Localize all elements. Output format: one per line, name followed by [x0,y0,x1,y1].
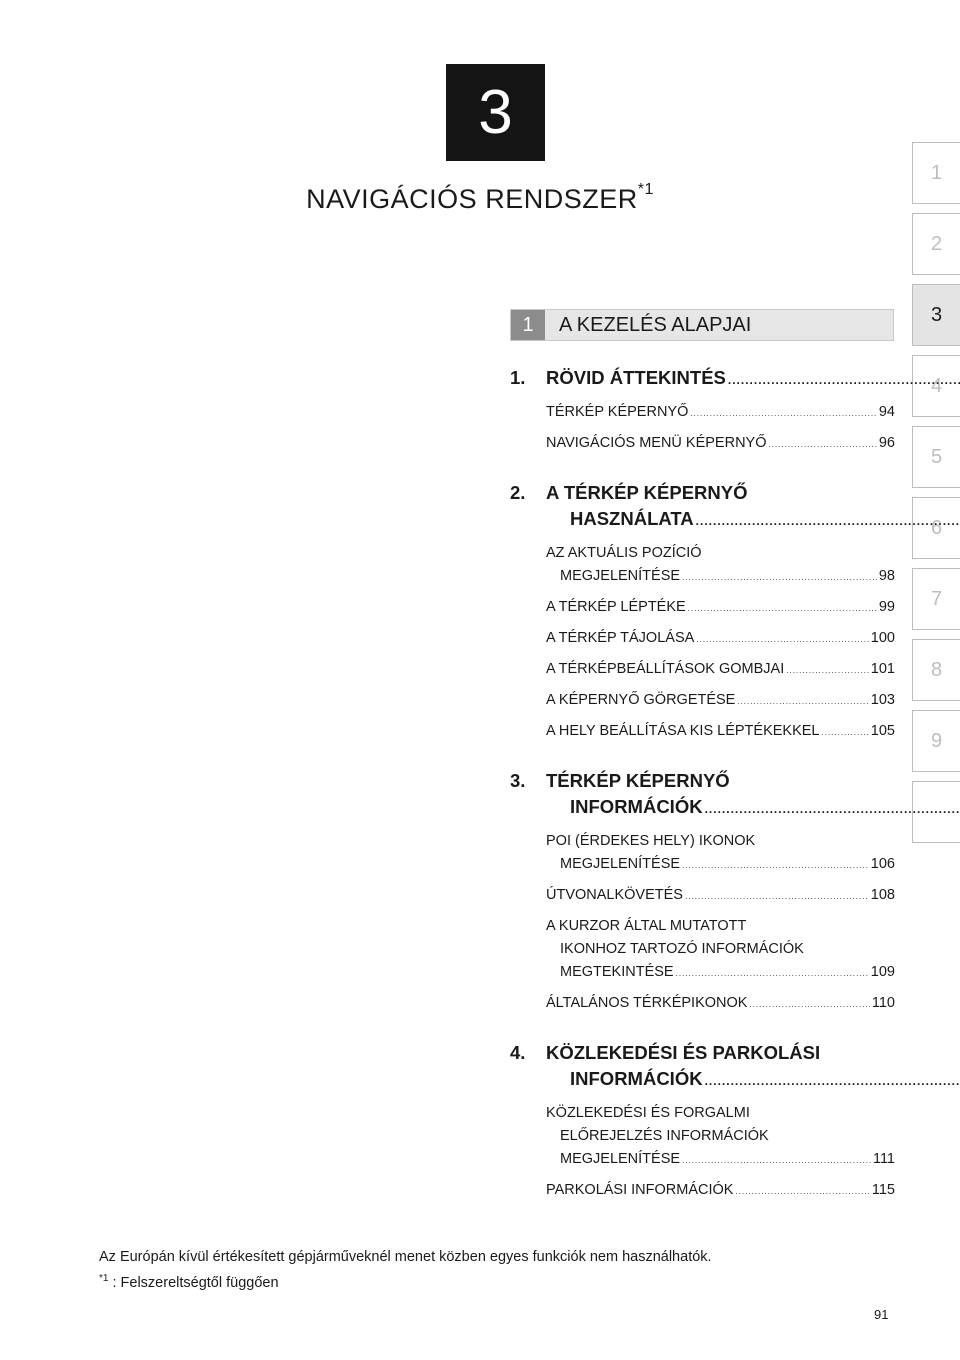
dot-leader [786,658,869,682]
dot-leader [682,565,877,589]
chapter-tab-7[interactable]: 7 [912,568,960,630]
toc-sub-page: 98 [878,568,895,584]
dot-leader [682,1148,871,1172]
dot-leader [749,992,869,1016]
toc-sub-title-line: MEGJELENÍTÉSE [560,856,681,872]
toc-item-number: 4. [510,1042,526,1063]
chapter-number: 3 [478,78,513,147]
toc-sub-item[interactable] [546,432,895,456]
table-of-contents [510,365,895,1227]
toc-sub-page: 110 [871,995,895,1011]
toc-sub-page: 106 [870,856,895,872]
toc-sub-item[interactable] [546,401,895,425]
toc-item-title-line: HASZNÁLATA [570,508,694,529]
toc-sub-page: 111 [872,1151,895,1167]
dot-leader [676,961,869,985]
toc-sub-page: 99 [878,599,895,615]
toc-sub-page: 100 [870,630,895,646]
toc-sub-title-line: KÖZLEKEDÉSI ÉS FORGALMI [546,1105,750,1121]
chapter-title-text: NAVIGÁCIÓS RENDSZER [306,184,638,214]
dot-leader [705,794,960,822]
toc-sub-title-line: MEGTEKINTÉSE [560,964,674,980]
toc-sub-title-line: PARKOLÁSI INFORMÁCIÓK [546,1182,734,1198]
dot-leader [696,627,869,651]
toc-main-item[interactable] [510,768,895,822]
toc-item-title-line: INFORMÁCIÓK [570,1068,703,1089]
chapter-number-box [446,64,545,161]
dot-leader [682,853,869,877]
toc-item-title-line: A TÉRKÉP KÉPERNYŐ [546,482,748,503]
toc-item-title-line: INFORMÁCIÓK [570,796,703,817]
toc-sub-page: 103 [870,692,895,708]
toc-sub-page: 108 [870,887,895,903]
chapter-tab-8[interactable]: 8 [912,639,960,701]
footnote-line-2 [99,1268,899,1294]
toc-sub-title-line: A TÉRKÉP LÉPTÉKE [546,599,686,615]
toc-sub-title-line: IKONHOZ TARTOZÓ INFORMÁCIÓK [560,941,804,957]
footnote [99,1246,899,1294]
footnote-line-1: Az Európán kívül értékesített gépjárműveknél menet közben egyes funkciók nem használhatók. [99,1249,712,1265]
toc-main-item[interactable] [510,365,895,393]
toc-item-number: 1. [510,367,526,388]
section-header [510,309,894,341]
toc-sub-title-line: MEGJELENÍTÉSE [560,568,681,584]
toc-entry [510,768,895,1016]
toc-sub-item[interactable] [546,627,895,651]
toc-item-title-line: RÖVID ÁTTEKINTÉS [546,367,726,388]
toc-sub-item[interactable] [546,596,895,620]
toc-sub-item[interactable] [546,1102,895,1172]
toc-sub-item[interactable] [546,830,895,877]
toc-sub-item[interactable] [546,689,895,713]
chapter-tab-4[interactable]: 4 [912,355,960,417]
dot-leader [728,365,960,393]
toc-sub-title-line: ÚTVONALKÖVETÉS [546,887,683,903]
toc-sub-page: 96 [878,435,895,451]
chapter-tab-2[interactable]: 2 [912,213,960,275]
toc-sub-item[interactable] [546,884,895,908]
toc-sub-item[interactable] [546,720,895,744]
toc-main-item[interactable] [510,480,895,534]
chapter-tab-9[interactable]: 9 [912,710,960,772]
toc-sub-item[interactable] [546,1179,895,1203]
toc-sub-title-line: TÉRKÉP KÉPERNYŐ [546,404,689,420]
chapter-tab-6[interactable]: 6 [912,497,960,559]
dot-leader [737,689,868,713]
toc-sub-title-line: POI (ÉRDEKES HELY) IKONOK [546,833,756,849]
section-number: 1 [511,310,545,340]
toc-sub-title-line: ELŐREJELZÉS INFORMÁCIÓK [560,1128,769,1144]
dot-leader [822,720,869,744]
toc-main-item[interactable] [510,1040,895,1094]
toc-sub-title-line: NAVIGÁCIÓS MENÜ KÉPERNYŐ [546,435,767,451]
dot-leader [735,1179,869,1203]
toc-item-number: 3. [510,770,526,791]
toc-sub-item[interactable] [546,915,895,985]
toc-sub-title-line: MEGJELENÍTÉSE [560,1151,681,1167]
footnote-text: : Felszereltségtől függően [108,1274,279,1291]
toc-entry [510,1040,895,1203]
toc-sub-title-line: A KURZOR ÁLTAL MUTATOTT [546,918,747,934]
chapter-tab-3[interactable]: 3 [912,284,960,346]
toc-item-title-line: TÉRKÉP KÉPERNYŐ [546,770,730,791]
chapter-tab-5[interactable]: 5 [912,426,960,488]
toc-sub-title-line: A HELY BEÁLLÍTÁSA KIS LÉPTÉKEKKEL [546,723,820,739]
chapter-tab-1[interactable]: 1 [912,142,960,204]
toc-sub-item[interactable] [546,992,895,1016]
chapter-title [0,181,960,215]
toc-entry [510,365,895,456]
toc-sub-page: 105 [870,723,895,739]
dot-leader [690,401,877,425]
toc-sub-item[interactable] [546,542,895,589]
toc-entry [510,480,895,744]
toc-item-number: 2. [510,482,526,503]
dot-leader [685,884,869,908]
chapter-title-footnote-marker: *1 [637,181,654,198]
footnote-marker: *1 [99,1273,109,1284]
toc-sub-page: 115 [871,1182,895,1198]
toc-sub-item[interactable] [546,658,895,682]
dot-leader [688,596,877,620]
toc-sub-title-line: A TÉRKÉP TÁJOLÁSA [546,630,695,646]
toc-sub-page: 101 [870,661,895,677]
dot-leader [696,506,960,534]
toc-sub-page: 94 [878,404,895,420]
page-number: 91 [874,1307,889,1322]
toc-sub-title-line: AZ AKTUÁLIS POZÍCIÓ [546,545,702,561]
toc-sub-title-line: A KÉPERNYŐ GÖRGETÉSE [546,692,736,708]
toc-sub-title-line: A TÉRKÉPBEÁLLÍTÁSOK GOMBJAI [546,661,785,677]
dot-leader [705,1066,960,1094]
toc-sub-title-line: ÁLTALÁNOS TÉRKÉPIKONOK [546,995,748,1011]
section-title: A KEZELÉS ALAPJAI [559,313,752,336]
toc-sub-page: 109 [870,964,895,980]
toc-item-title-line: KÖZLEKEDÉSI ÉS PARKOLÁSI [546,1042,821,1063]
dot-leader [769,432,877,456]
